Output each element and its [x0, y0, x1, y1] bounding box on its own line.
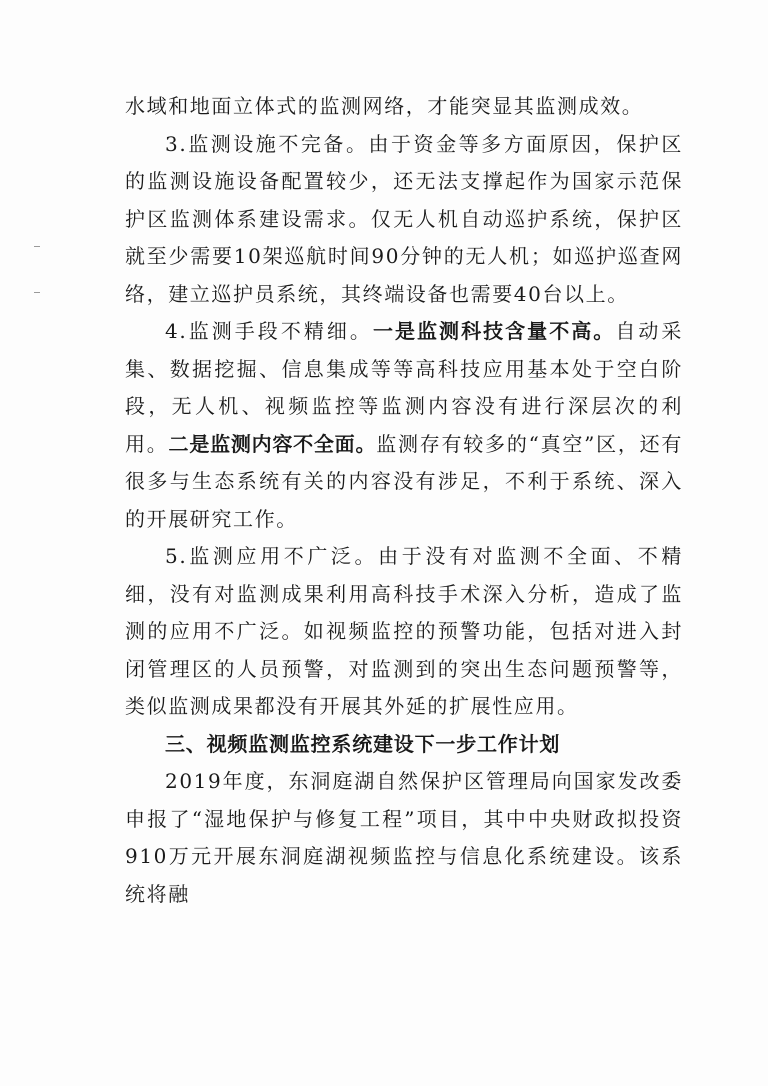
text-run: 自动采集、数据挖掘、信息集成等等高科技应用基本处于空白阶段，无人机、视频监控等监测内容没有进行深层次的利用。: [125, 319, 683, 456]
paragraph-facilities: [125, 126, 683, 314]
bold-run: 一是监测科技含量不高。: [372, 319, 616, 343]
paragraph: [125, 88, 683, 126]
text-run: 水域和地面立体式的监测网络，才能突显其监测成效。: [125, 94, 644, 118]
scan-margin-mark: [34, 292, 40, 293]
text-run: 3.监测设施不完备。由于资金等多方面原因，保护区的监测设施设备配置较少，还无法支撑起作为国家示范保护区监测体系建设需求。仅无人机自动巡护系统，保护区就至少需要10架巡航时间90分钟的无人机；如巡护巡查网络，建立巡护员系统，其终端设备也需要40台以上。: [125, 131, 683, 306]
paragraph-methods: [125, 313, 683, 538]
text-run: 监测存有较多的“真空”区，还有很多与生态系统有关的内容没有涉足，不利于系统、深入的开展研究工作。: [125, 431, 684, 531]
scan-margin-mark: [34, 246, 40, 247]
paragraph-plan: 2019年度，东洞庭湖自然保护区管理局向国家发改委申报了“湿地保护与修复工程”项目，其中中央财政拟投资910万元开展东洞庭湖视频监控与信息化系统建设。该系统将融: [125, 769, 683, 906]
document-body: [125, 88, 683, 913]
section-heading: 三、视频监测监控系统建设下一步工作计划: [165, 731, 561, 756]
text-run: 5.监测应用不广泛。由于没有对监测不全面、不精细，没有对监测成果利用高科技手术深入分析，造成了监测的应用不广泛。如视频监控的预警功能，包括对进入封闭管理区的人员预警，对监测到的突出生态问题预警等，类似监测成果都没有开展其外延的扩展性应用。: [125, 544, 683, 718]
bold-run: 二是监测内容不全面。: [168, 431, 377, 456]
text-run: 4.监测手段不精细。: [165, 319, 373, 343]
paragraph-application: [125, 538, 683, 726]
